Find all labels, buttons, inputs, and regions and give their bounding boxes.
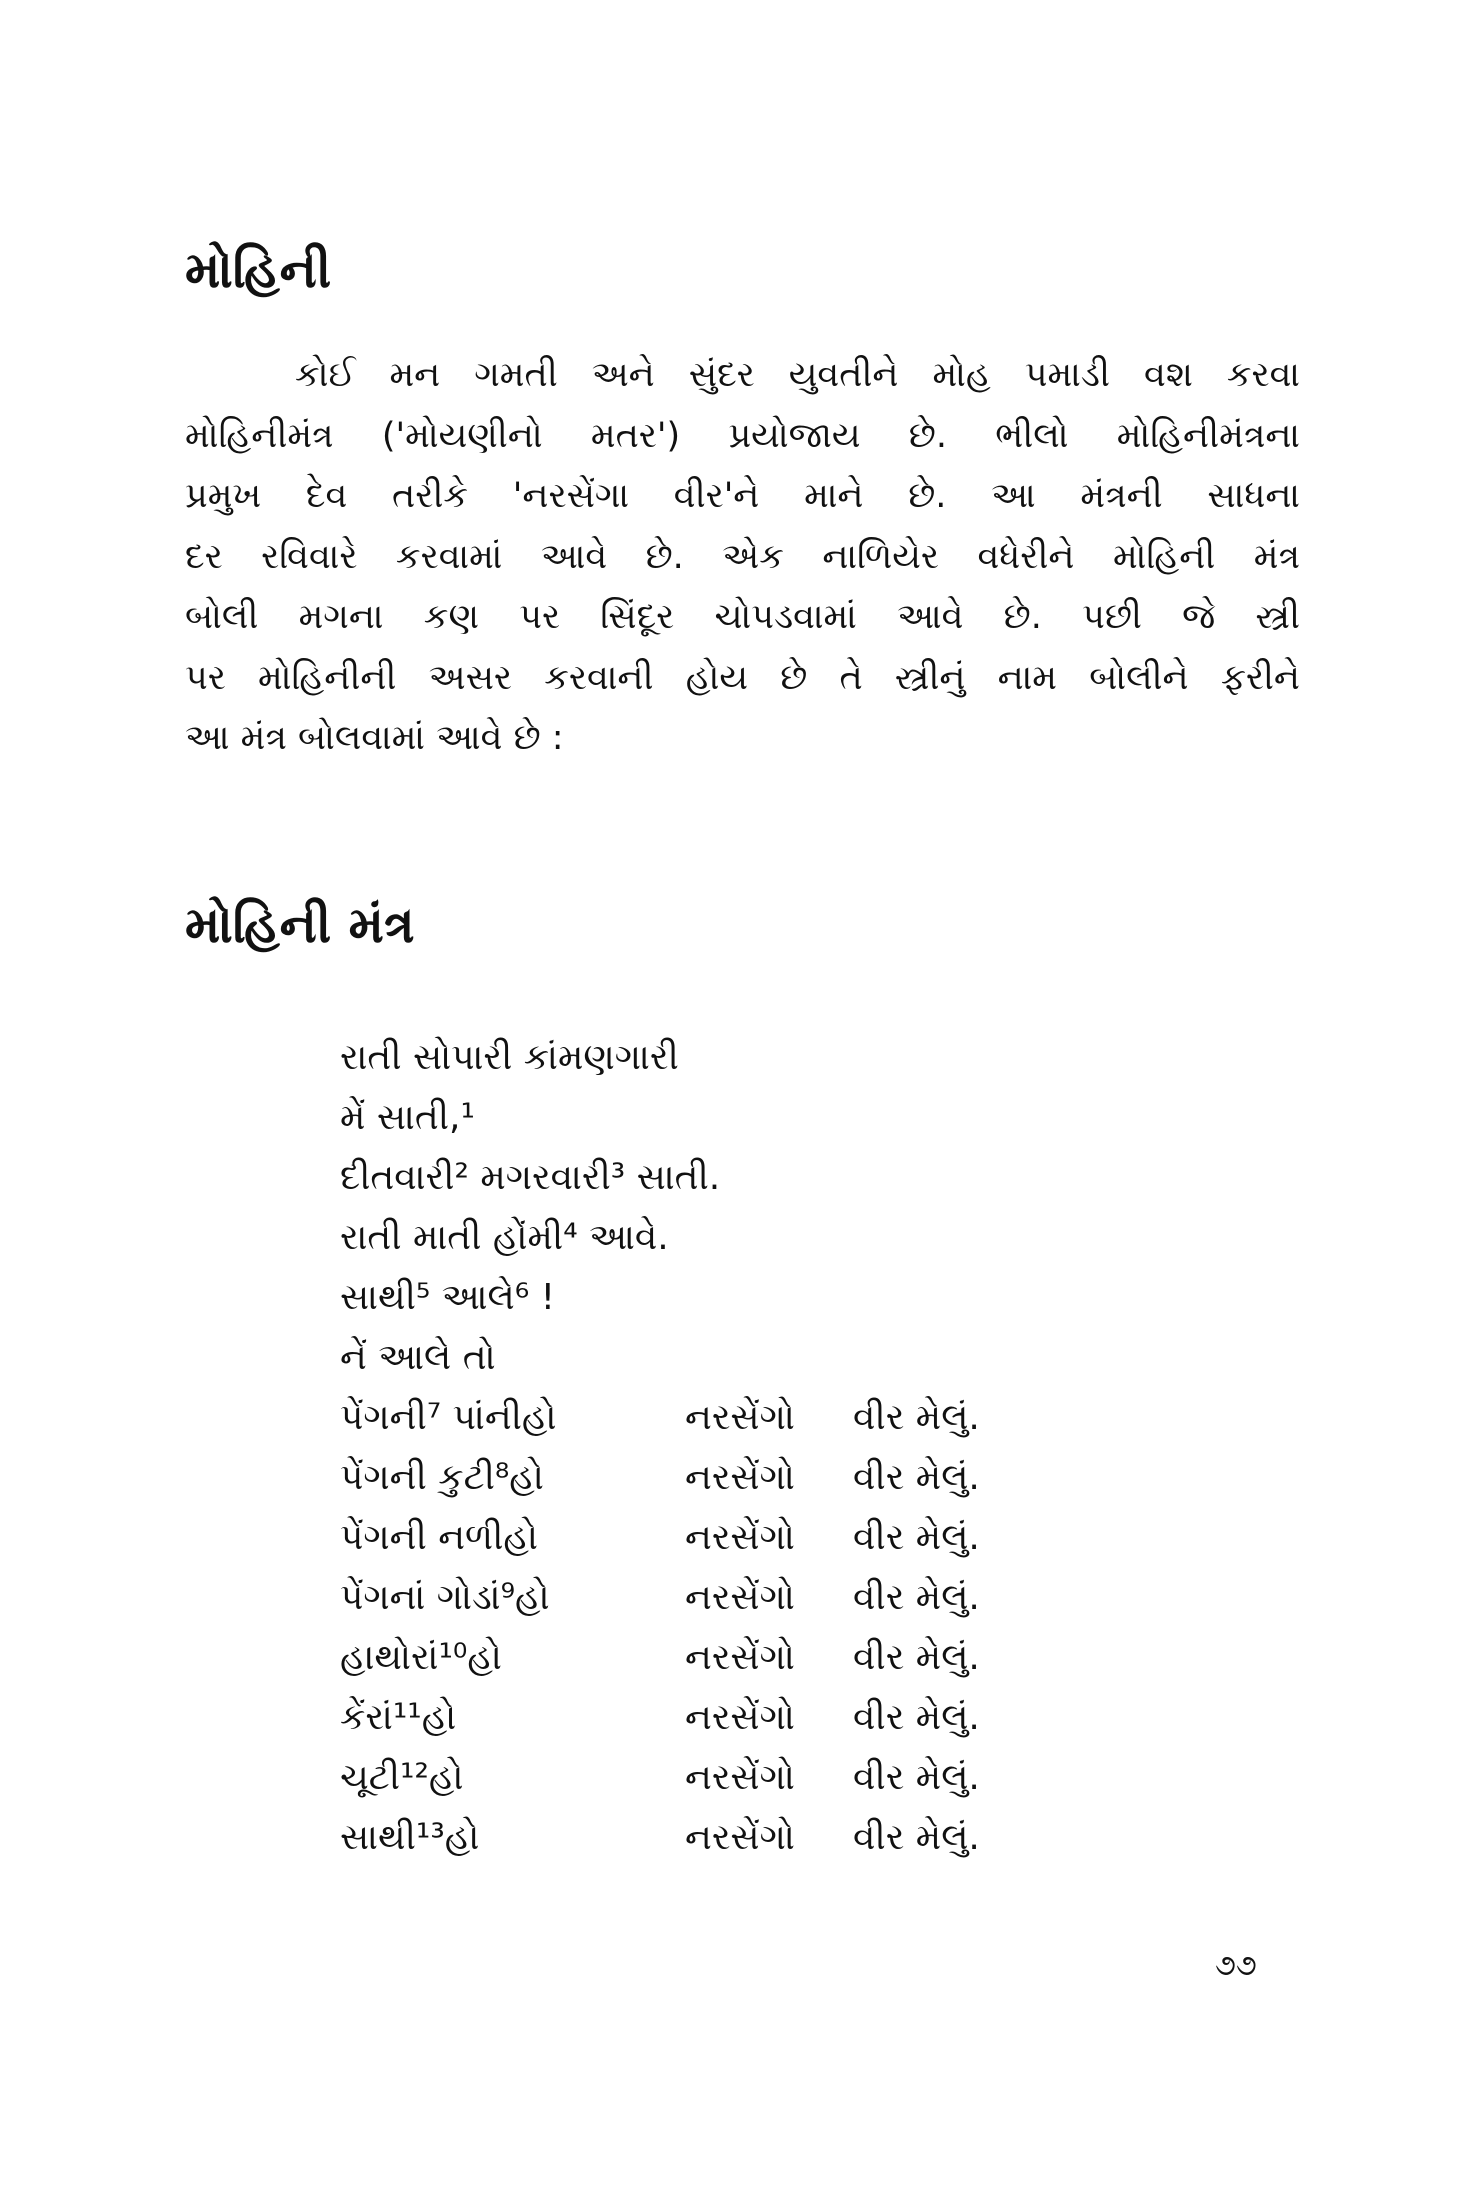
paragraph-line: બોલી મગના કણ પર સિંદૂર ચોપડવામાં આવે છે. પછી જે સ્ત્રી — [185, 597, 1300, 637]
verse-row — [340, 1688, 1100, 1748]
verse-row-part: પેંગની કુટી⁸હો — [340, 1457, 544, 1498]
paragraph-line: દર રવિવારે કરવામાં આવે છે. એક નાળિયેર વધેરીને મોહિની મંત્ર — [185, 536, 1300, 577]
paragraph-line: આ મંત્ર બોલવામાં આવે છે : — [185, 718, 564, 758]
verse-row-name: નરસેંગો — [685, 1517, 795, 1558]
verse-row-name: નરસેંગો — [685, 1697, 795, 1738]
paragraph-line: પ્રમુખ દેવ તરીકે 'નરસેંગા વીર'ને માને છે. આ મંત્રની સાધના — [185, 476, 1300, 516]
verse-row-part: કેંરાં¹¹હો — [340, 1697, 457, 1738]
mantra-heading: મોહિની મંત્ર — [185, 896, 415, 954]
verse-row-name: નરસેંગો — [685, 1637, 795, 1678]
verse-row — [340, 1568, 1100, 1628]
verse-row-name: નરસેંગો — [685, 1817, 795, 1858]
verse-line: રાતી માતી હોંમી⁴ આવે. — [340, 1217, 669, 1258]
verse-row — [340, 1388, 1100, 1448]
verse-row-refrain: વીર મેલું. — [853, 1637, 980, 1678]
verse-row-refrain: વીર મેલું. — [853, 1517, 980, 1558]
verse-row-part: હાથોરાં¹⁰હો — [340, 1637, 502, 1678]
verse-row — [340, 1508, 1100, 1568]
verse-row-refrain: વીર મેલું. — [853, 1697, 980, 1738]
paragraph-line: કોઈ મન ગમતી અને સુંદર યુવતીને મોહ પમાડી વશ કરવા — [295, 355, 1300, 395]
verse-row-part: પેંગની⁷ પાંનીહો — [340, 1397, 557, 1438]
paragraph-line: મોહિનીમંત્ર ('મોયણીનો મતર') પ્રયોજાય છે. ભીલો મોહિનીમંત્રના — [185, 415, 1300, 456]
verse-row-name: નરસેંગો — [685, 1397, 795, 1438]
verse-row-name: નરસેંગો — [685, 1457, 795, 1498]
mantra-verse — [340, 1028, 1100, 1868]
verse-row-part: પેંગની નળીહો — [340, 1517, 538, 1558]
verse-row-refrain: વીર મેલું. — [853, 1577, 980, 1618]
verse-row — [340, 1448, 1100, 1508]
verse-row — [340, 1628, 1100, 1688]
verse-row-refrain: વીર મેલું. — [853, 1457, 980, 1498]
verse-row-name: નરસેંગો — [685, 1757, 795, 1798]
verse-row-refrain: વીર મેલું. — [853, 1397, 980, 1438]
verse-row-name: નરસેંગો — [685, 1577, 795, 1618]
verse-row — [340, 1748, 1100, 1808]
verse-row-refrain: વીર મેલું. — [853, 1817, 980, 1858]
verse-line: રાતી સોપારી કાંમણગારી — [340, 1037, 679, 1078]
verse-line: દીતવારી² મગરવારી³ સાતી. — [340, 1157, 721, 1198]
verse-line: નેં આલે તો — [340, 1337, 496, 1378]
verse-line: મેં સાતી,¹ — [340, 1097, 475, 1138]
verse-line: સાથી⁵ આલે⁶ ! — [340, 1277, 556, 1318]
verse-row-refrain: વીર મેલું. — [853, 1757, 980, 1798]
body-paragraph — [185, 345, 1300, 769]
paragraph-line: પર મોહિનીની અસર કરવાની હોય છે તે સ્ત્રીનું નામ બોલીને ફરીને — [185, 657, 1300, 698]
verse-row — [340, 1808, 1100, 1868]
page-number: ૭૭ — [1215, 1948, 1257, 1983]
section-heading: મોહિની — [185, 241, 332, 299]
verse-row-part: પેંગનાં ગોડાં⁹હો — [340, 1577, 550, 1618]
verse-row-part: સાથી¹³હો — [340, 1817, 480, 1858]
verse-row-part: ચૂટી¹²હો — [340, 1757, 464, 1798]
